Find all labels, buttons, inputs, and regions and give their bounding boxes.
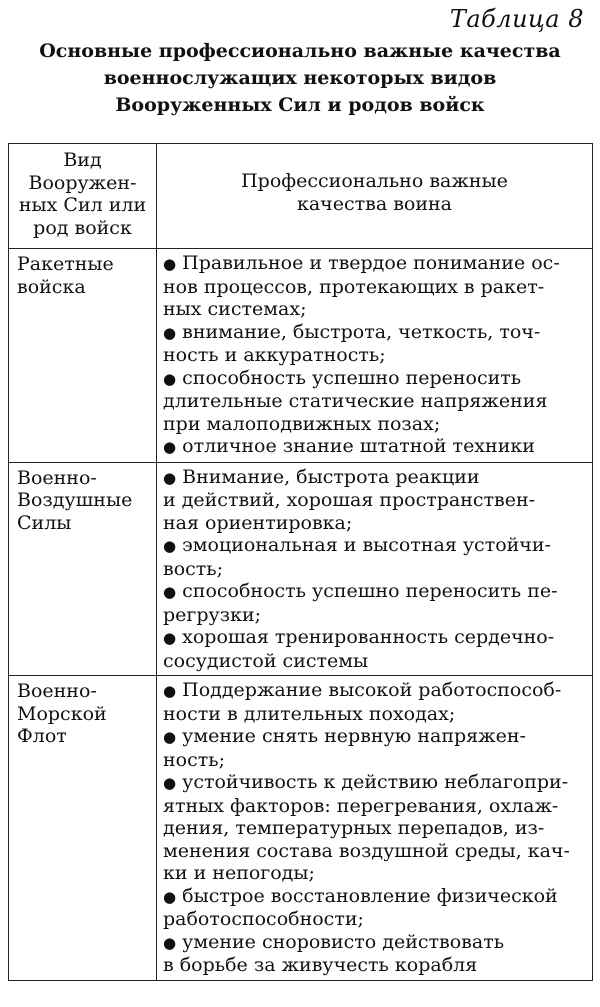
- service-branch-line: Морской: [17, 702, 107, 725]
- quality-text: эмоциональная и высотная устойчи-: [182, 534, 551, 556]
- table-row: [9, 676, 593, 981]
- quality-text: менения состава воздушной среды, кач-: [163, 839, 570, 862]
- quality-line: [163, 413, 586, 436]
- quality-text: ность;: [163, 748, 226, 771]
- bullet-icon: ●: [163, 682, 177, 700]
- service-branch-cell: [9, 462, 157, 676]
- bullet-icon: ●: [163, 887, 177, 906]
- quality-text: ность и аккуратность;: [163, 344, 386, 366]
- table-row: [9, 249, 593, 463]
- quality-line: [163, 534, 586, 558]
- bullet-icon: ●: [163, 933, 177, 952]
- quality-line: [163, 749, 586, 772]
- quality-line: [163, 367, 586, 391]
- quality-text: дения, температурных перепадов, из-: [163, 817, 545, 839]
- quality-line: [163, 817, 586, 840]
- quality-line: [163, 650, 586, 673]
- quality-line: [163, 885, 586, 909]
- quality-line: [163, 679, 586, 703]
- quality-line: [163, 466, 586, 490]
- service-branch-cell: [9, 676, 157, 981]
- header-kind-line: ных Сил или: [18, 194, 147, 216]
- table-row: [9, 462, 593, 676]
- quality-line: [163, 908, 586, 931]
- service-branch-cell: [9, 249, 157, 463]
- service-branch-line: Ракетные: [17, 253, 114, 275]
- quality-text: регрузки;: [163, 603, 262, 626]
- bullet-icon: ●: [163, 774, 177, 792]
- quality-line: [163, 580, 586, 604]
- quality-text: ятных факторов: перегревания, охлаж-: [163, 794, 559, 817]
- quality-text: умение снять нервную напряжен-: [182, 725, 526, 747]
- table-title: [0, 38, 600, 119]
- header-kind: [9, 144, 157, 249]
- quality-text: сосудистой системы: [163, 649, 369, 672]
- quality-line: [163, 840, 586, 863]
- quality-line: [163, 954, 586, 977]
- bullet-icon: ●: [163, 468, 177, 487]
- quality-text: способность успешно переносить: [182, 366, 522, 389]
- quality-text: ных системах;: [163, 298, 307, 320]
- quality-text: умение сноровисто действовать: [182, 930, 505, 953]
- header-kind-line: род войск: [33, 216, 132, 239]
- quality-text: ности в длительных походах;: [163, 702, 456, 725]
- quality-text: длительные статические напряжения: [163, 390, 548, 412]
- table-label: Таблица 8: [449, 5, 584, 33]
- header-kind-line: Вооружен-: [28, 171, 137, 194]
- quality-text: Поддержание высокой работоспособ-: [182, 679, 562, 701]
- quality-line: [163, 321, 586, 345]
- service-branch-line: войска: [17, 275, 86, 298]
- qualities-table: [8, 143, 593, 981]
- bullet-icon: ●: [163, 728, 177, 746]
- quality-text: быстрое восстановление физической: [182, 884, 558, 907]
- quality-line: [163, 512, 586, 535]
- quality-text: Внимание, быстрота реакции: [182, 465, 480, 488]
- bullet-icon: ●: [163, 438, 177, 456]
- quality-text: способность успешно переносить пе-: [182, 580, 558, 602]
- table-header-row: [9, 144, 593, 249]
- quality-text: в борьбе за живучесть корабля: [163, 954, 478, 976]
- quality-text: Правильное и твердое понимание ос-: [182, 252, 560, 274]
- quality-line: [163, 795, 586, 818]
- quality-text: нов процессов, протекающих в ракет-: [163, 275, 545, 298]
- quality-line: [163, 725, 586, 749]
- quality-line: [163, 703, 586, 726]
- quality-line: [163, 604, 586, 627]
- bullet-icon: ●: [163, 537, 177, 555]
- quality-text: ная ориентировка;: [163, 511, 353, 534]
- quality-text: и действий, хорошая пространствен-: [163, 489, 536, 511]
- quality-text: работоспособности;: [163, 908, 364, 930]
- qualities-cell: [157, 462, 593, 676]
- service-branch-line: Военно-: [17, 466, 97, 489]
- quality-line: [163, 626, 586, 650]
- qualities-cell: [157, 676, 593, 981]
- quality-text: устойчивость к действию неблагопри-: [182, 771, 569, 793]
- bullet-icon: ●: [163, 369, 177, 388]
- title-line: военнослужащих некоторых видов: [103, 67, 497, 89]
- quality-line: [163, 489, 586, 512]
- bullet-icon: ●: [163, 323, 177, 342]
- service-branch-line: Военно-: [17, 680, 97, 702]
- quality-line: [163, 252, 586, 276]
- quality-line: [163, 771, 586, 795]
- quality-text: вость;: [163, 557, 224, 580]
- header-kind-line: Вид: [63, 149, 102, 171]
- quality-line: [163, 276, 586, 299]
- quality-text: хорошая тренированность сердечно-: [182, 626, 555, 648]
- header-qualities: [157, 144, 593, 249]
- quality-text: при малоподвижных позах;: [163, 412, 441, 435]
- header-qualities-line: Профессионально важные: [241, 170, 508, 192]
- service-branch-line: Силы: [17, 511, 72, 534]
- quality-text: отличное знание штатной техники: [182, 435, 535, 457]
- quality-line: [163, 435, 586, 459]
- quality-line: [163, 390, 586, 413]
- bullet-icon: ●: [163, 255, 177, 273]
- quality-line: [163, 344, 586, 367]
- title-line: Основные профессионально важные качества: [39, 40, 561, 62]
- header-qualities-line: качества воина: [296, 192, 452, 215]
- title-line: Вооруженных Сил и родов войск: [115, 94, 485, 116]
- qualities-cell: [157, 249, 593, 463]
- quality-line: [163, 298, 586, 321]
- bullet-icon: ●: [163, 583, 177, 601]
- quality-line: [163, 862, 586, 885]
- quality-text: внимание, быстрота, четкость, точ-: [182, 320, 541, 343]
- quality-line: [163, 558, 586, 581]
- quality-line: [163, 931, 586, 955]
- service-branch-line: Воздушные: [17, 489, 133, 511]
- bullet-icon: ●: [163, 629, 177, 647]
- service-branch-line: Флот: [17, 725, 67, 747]
- quality-text: ки и непогоды;: [163, 862, 315, 884]
